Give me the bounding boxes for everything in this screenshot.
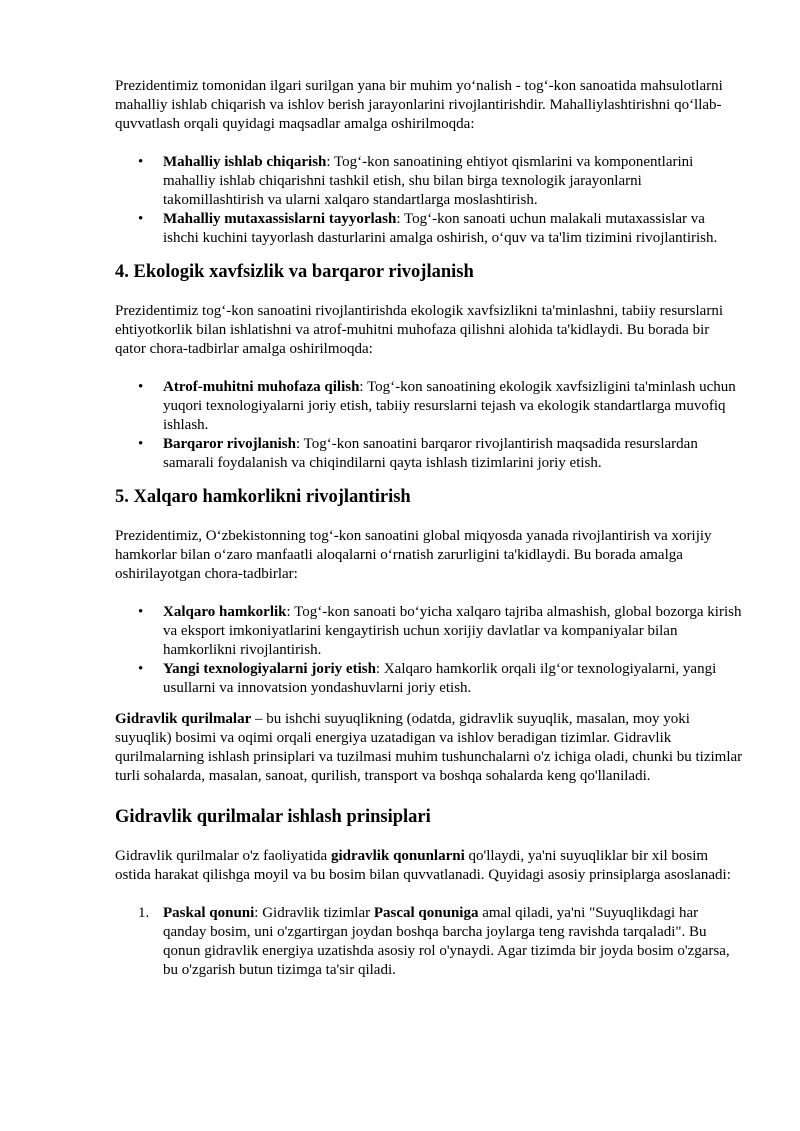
list-item-term: Paskal qonuni: [163, 905, 255, 921]
definition-text: – bu ishchi suyuqlikning (odatda, gidravlik suyuqlik, masalan, moy yoki suyuqlik) bosimi va oqimi orqali energiya uzatadigan va ishlov beradigan tizimlar. Gidravlik qurilmalarning ishlash prinsiplari va tuzilmasi muhim tushunchalarni o'z ichiga oladi, chunki bu tizimlar turli sohalarda, masalan, sanoat, qurilish, transport va boshqa sohalarda keng qo'llaniladi.: [115, 711, 743, 784]
list-item-text: : Tog‘-kon sanoatining ekologik xavfsizligini ta'minlash uchun yuqori texnologiyalarni joriy etish, tabiiy resurslarni tejash va ekologik standartlarga muvofiq ishlash.: [163, 379, 736, 433]
list-item-term: Atrof-muhitni muhofaza qilish: [163, 379, 360, 395]
list-item-text: : Xalqaro hamkorlik orqali ilg‘or texnologiyalarni, yangi usullarni va innovatsion yondashuvlarni joriy etish.: [163, 661, 717, 696]
section-heading: 5. Xalqaro hamkorlikni rivojlantirish: [115, 487, 411, 507]
list-item-bold: Pascal qonuniga: [373, 905, 479, 921]
list-item-term: Yangi texnologiyalarni joriy etish: [163, 661, 376, 677]
document-body: [115, 77, 743, 980]
intro-text: qo'llaydi, ya'ni suyuqliklar bir xil bosim ostida harakat qilishga moyil va bu bosim bilan quvvatlanadi. Quyidagi asosiy prinsiplarga asoslanadi:: [115, 848, 731, 883]
definition-paragraph: [115, 710, 743, 786]
list-item-text: amal qiladi, ya'ni "Suyuqlikdagi har qanday bosim, uni o'zgartirgan joydan boshqa barcha joylarga teng ravishda tarqaladi". Bu qonun gidravlik energiya uzatishda asosiy rol o'ynaydi. Agar tizimda bir joyda bosim o'zgarsa, bu o'zgarish butun tizimga ta'sir qiladi.: [163, 905, 730, 978]
list-item-text: : Tog‘-kon sanoatining ehtiyot qismlarini va komponentlarini mahalliy ishlab chiqarishni tashkil etish, shu bilan birga texnologik jarayonlarni takomillashtirish va ularni xalqaro standartlarga moslashtirish.: [163, 154, 694, 208]
cooperation-list: [115, 603, 743, 698]
ecology-list: [115, 378, 743, 473]
section-intro: Prezidentimiz tog‘-kon sanoatini rivojlantirishda ekologik xavfsizlikni ta'minlashni, tabiiy resurslarni ehtiyotkorlik bilan ishlatishni va atrof-muhitni muhofaza qilishni alohida ta'kidlaydi. Bu borada bir qator chora-tadbirlar amalga oshirilmoqda:: [115, 303, 723, 357]
list-item: [163, 603, 743, 660]
list-item: [163, 435, 743, 473]
list-item-text: : Tog‘-kon sanoati uchun malakali mutaxassislar va ishchi kuchini tayyorlash dasturlarini amalga oshirish, o‘quv va ta'lim tizimini rivojlantirish.: [163, 211, 718, 246]
list-item: [163, 378, 743, 435]
definition-term: Gidravlik qurilmalar: [115, 711, 252, 727]
list-item: [138, 904, 743, 980]
list-item-text: : Tog‘-kon sanoatini barqaror rivojlantirish maqsadida resurslardan samarali foydalanish va chiqindilarni qayta ishlash tizimlarini joriy etish.: [163, 436, 698, 471]
intro-paragraph: Prezidentimiz tomonidan ilgari surilgan yana bir muhim yo‘nalish - tog‘-kon sanoatida mahsulotlarni mahalliy ishlab chiqarish va ishlov berish jarayonlarini rivojlantirishdir. Mahalliylashtirishni qo‘llab-quvvatlash orqali quyidagi maqsadlar amalga oshirilmoqda:: [115, 78, 723, 132]
list-item-text: : Tog‘-kon sanoati bo‘yicha xalqaro tajriba almashish, global bozorga kirish va eksport imkoniyatlarini kengaytirish uchun xorijiy davlatlar va kompaniyalar bilan hamkorlikni rivojlantirish.: [163, 604, 742, 658]
list-number: 1.: [138, 905, 150, 921]
list-item-term: Mahalliy ishlab chiqarish: [163, 154, 327, 170]
list-item-term: Mahalliy mutaxassislarni tayyorlash: [163, 211, 397, 227]
list-item: [163, 153, 743, 210]
list-item-term: Barqaror rivojlanish: [163, 436, 296, 452]
intro-text: Gidravlik qurilmalar o'z faoliyatida: [115, 848, 331, 864]
list-item: [163, 660, 743, 698]
section-heading: Gidravlik qurilmalar ishlash prinsiplari: [115, 807, 431, 827]
principles-list: [115, 904, 743, 980]
list-item-term: Xalqaro hamkorlik: [163, 604, 287, 620]
intro-bold: gidravlik qonunlarni: [330, 848, 465, 864]
localization-list: [115, 153, 743, 248]
section-intro: [115, 847, 743, 885]
section-intro: Prezidentimiz, O‘zbekistonning tog‘-kon sanoatini global miqyosda yanada rivojlantirish va xorijiy hamkorlar bilan o‘zaro manfaatli aloqalarni o‘rnatish zarurligini ta'kidlaydi. Bu borada amalga oshirilayotgan chora-tadbirlar:: [115, 528, 712, 582]
list-item-text: : Gidravlik tizimlar: [254, 905, 374, 921]
list-item: [163, 210, 743, 248]
section-heading: 4. Ekologik xavfsizlik va barqaror rivojlanish: [115, 262, 474, 282]
